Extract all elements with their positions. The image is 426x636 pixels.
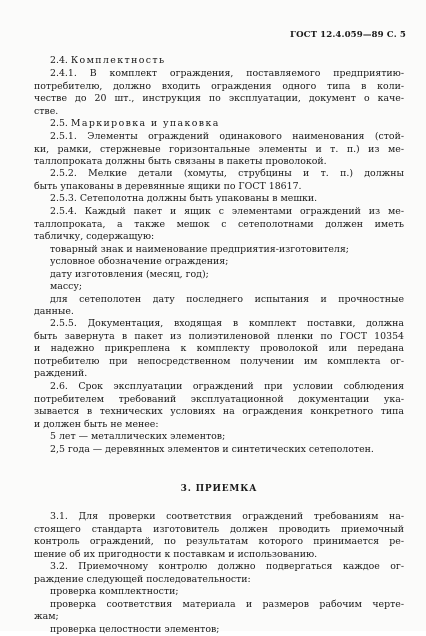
text-line: стве. — [34, 106, 404, 119]
text-line: контроль ограждений, по результатам которого принимается ре- — [34, 536, 404, 549]
text-line: честве до 20 шт., инструкция по эксплуатации, документ о каче- — [34, 93, 404, 106]
text-line: потребителю при непосредственном получении им комплекта ог- — [34, 356, 404, 369]
text-line: и должен быть не менее: — [34, 419, 404, 432]
text-line: 3.2. Приемочному контролю должно подвергаться каждое ог- — [34, 561, 404, 574]
text-line: 2.5.2. Мелкие детали (хомуты, струбцины и т. п.) должны — [34, 168, 404, 181]
text-line: 2.4.1. В комплект ограждения, поставляемого предприятию- — [34, 68, 404, 81]
list-item: массу; — [34, 281, 404, 294]
paragraph-2-4-1 — [34, 68, 404, 118]
list-item: проверка соответствия материала и размеров рабочим черте- — [34, 599, 404, 612]
section-3-title: 3. ПРИЕМКА — [34, 483, 404, 496]
list-item: дату изготовления (месяц, год); — [34, 269, 404, 282]
paragraph-2-5-4 — [34, 206, 404, 319]
text-line: 2.5.1. Элементы ограждений одинакового наименования (стой- — [34, 131, 404, 144]
text-line: стоящего стандарта изготовитель должен проводить приемочный — [34, 524, 404, 537]
paragraph-3-1 — [34, 511, 404, 561]
text-line: шение об их пригодности к поставкам и использованию. — [34, 549, 404, 562]
paragraph-2-5-2 — [34, 168, 404, 193]
section-2-5-title — [34, 118, 404, 131]
list-item: 5 лет — металлических элементов; — [34, 431, 404, 444]
text-line: зывается в технических условиях на ограждения конкретного типа — [34, 406, 404, 419]
list-item: товарный знак и наименование предприятия-изготовителя; — [34, 244, 404, 257]
section-2-4-title — [34, 55, 404, 68]
list-item: жам; — [34, 611, 404, 624]
text-line: табличку, содержащую: — [34, 231, 404, 244]
text-line: раждение следующей последовательности: — [34, 574, 404, 587]
paragraph-2-5-1 — [34, 131, 404, 169]
list-item: для сетеполотен дату последнего испытания и прочностные — [34, 294, 404, 307]
text-line: потребителем требований эксплуатационной документации ука- — [34, 394, 404, 407]
paragraph-2-5-3 — [34, 193, 404, 206]
text-line: быть завернута в пакет из полиэтиленовой пленки по ГОСТ 10354 — [34, 331, 404, 344]
text-line: раждений. — [34, 368, 404, 381]
list-item: данные. — [34, 306, 404, 319]
text-line: и надежно прикреплена к комплекту проволокой или передана — [34, 343, 404, 356]
section-2-5-number: 2.5. — [50, 118, 68, 129]
text-line: потребителю, должно входить ограждения одного типа в коли- — [34, 81, 404, 94]
text-line: быть упакованы в деревянные ящики по ГОСТ 18617. — [34, 181, 404, 194]
text-line: 2.5.3. Сетеполотна должны быть упакованы в мешки. — [34, 193, 404, 206]
section-2-5-title-text: Маркировка и упаковка — [71, 118, 220, 129]
list-item: 2,5 года — деревянных элементов и синтетических сетеполотен. — [34, 444, 404, 457]
text-line: 2.5.5. Документация, входящая в комплект поставки, должна — [34, 318, 404, 331]
paragraph-2-6 — [34, 381, 404, 456]
text-line: ки, рамки, стержневые горизонтальные элементы и т. п.) из ме- — [34, 144, 404, 157]
list-item: проверка целостности элементов; — [34, 624, 404, 636]
section-2-5 — [34, 118, 404, 131]
section-2-4-title-text: Комплектность — [71, 55, 166, 66]
section-2-4-number: 2.4. — [50, 55, 68, 66]
list-item: проверка комплектности; — [34, 586, 404, 599]
paragraph-3-2 — [34, 561, 404, 636]
text-line: 2.5.4. Каждый пакет и ящик с элементами ограждений из ме- — [34, 206, 404, 219]
text-line: таллопроката должны быть связаны в пакеты проволокой. — [34, 156, 404, 169]
list-item: условное обозначение ограждения; — [34, 256, 404, 269]
text-line: 2.6. Срок эксплуатации ограждений при условии соблюдения — [34, 381, 404, 394]
page-header: ГОСТ 12.4.059—89 С. 5 — [290, 30, 406, 40]
paragraph-2-5-5 — [34, 318, 404, 381]
text-line: таллопроката, а также мешок с сетеполотнами должен иметь — [34, 219, 404, 232]
section-2-4 — [34, 55, 404, 68]
text-line: 3.1. Для проверки соответствия ограждений требованиям на- — [34, 511, 404, 524]
